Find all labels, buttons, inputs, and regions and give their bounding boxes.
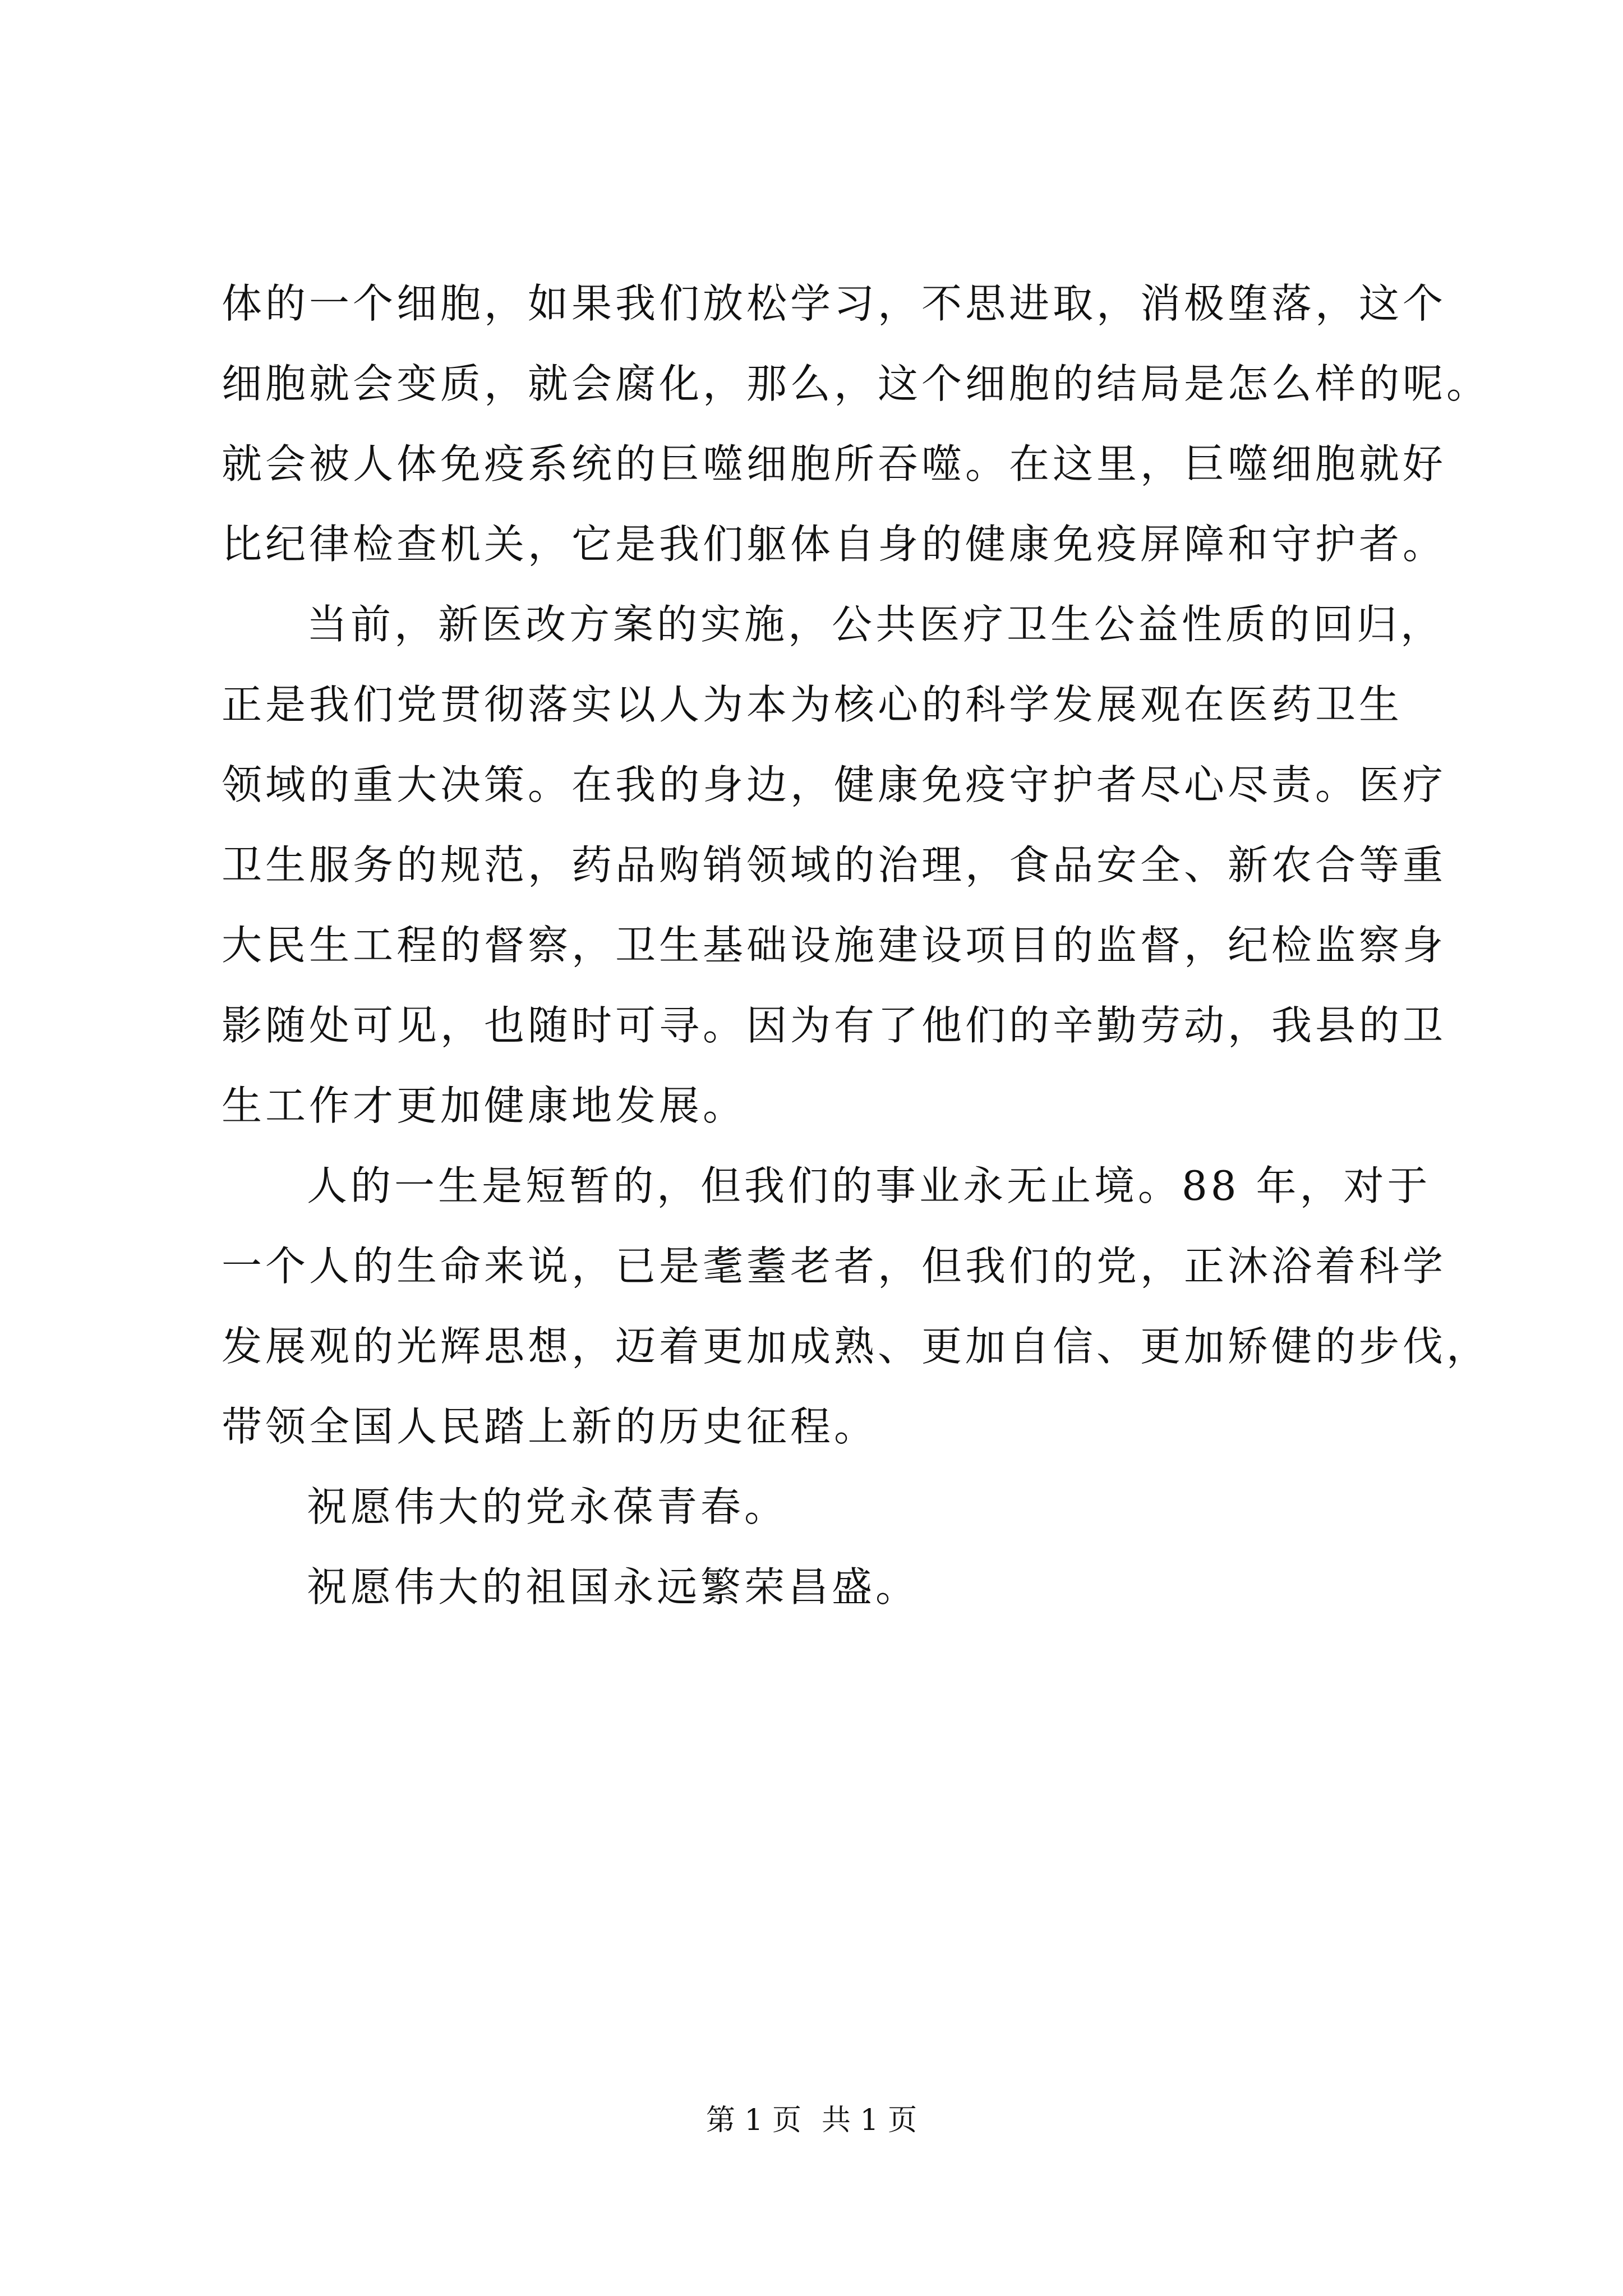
text-line: 领域的重大决策。在我的身边，健康免疫守护者尽心尽责。医疗: [222, 761, 1447, 808]
page-total: 共 1 页: [822, 2104, 917, 2137]
text-line: 体的一个细胞，如果我们放松学习，不思进取，消极堕落，这个: [222, 280, 1447, 327]
closing-line: 祝愿伟大的党永葆青春。: [307, 1483, 789, 1530]
text-line: 一个人的生命来说，已是耄耋老者，但我们的党，正沐浴着科学: [222, 1243, 1447, 1290]
page-footer: [0, 2101, 1623, 2140]
text-line: 发展观的光辉思想，迈着更加成熟、更加自信、更加矫健的步伐，: [222, 1323, 1491, 1370]
text-line: 大民生工程的督察，卫生基础设施建设项目的监督，纪检监察身: [222, 922, 1447, 969]
text-line: 带领全国人民踏上新的历史征程。: [222, 1403, 878, 1450]
text-line: 比纪律检查机关，它是我们躯体自身的健康免疫屏障和守护者。: [222, 521, 1447, 568]
document-body: [222, 264, 1491, 1627]
text-line: 影随处可见，也随时可寻。因为有了他们的辛勤劳动，我县的卫: [222, 1002, 1447, 1049]
text-line: 正是我们党贯彻落实以人为本为核心的科学发展观在医药卫生: [222, 681, 1403, 728]
page-number: 第 1 页: [706, 2104, 801, 2137]
text-line: 卫生服务的规范，药品购销领域的治理，食品安全、新农合等重: [222, 841, 1447, 889]
text-line: 生工作才更加健康地发展。: [222, 1082, 747, 1129]
closing-line: 祝愿伟大的祖国永远繁荣昌盛。: [307, 1563, 920, 1611]
text-line: 细胞就会变质，就会腐化，那么，这个细胞的结局是怎么样的呢。: [222, 360, 1491, 407]
paragraph-first-line: 当前，新医改方案的实施，公共医疗卫生公益性质的回归，: [307, 601, 1445, 648]
paragraph-first-line: 人的一生是短暂的，但我们的事业永无止境。88 年，对于: [307, 1162, 1431, 1209]
text-line: 就会被人体免疫系统的巨噬细胞所吞噬。在这里，巨噬细胞就好: [222, 440, 1447, 487]
